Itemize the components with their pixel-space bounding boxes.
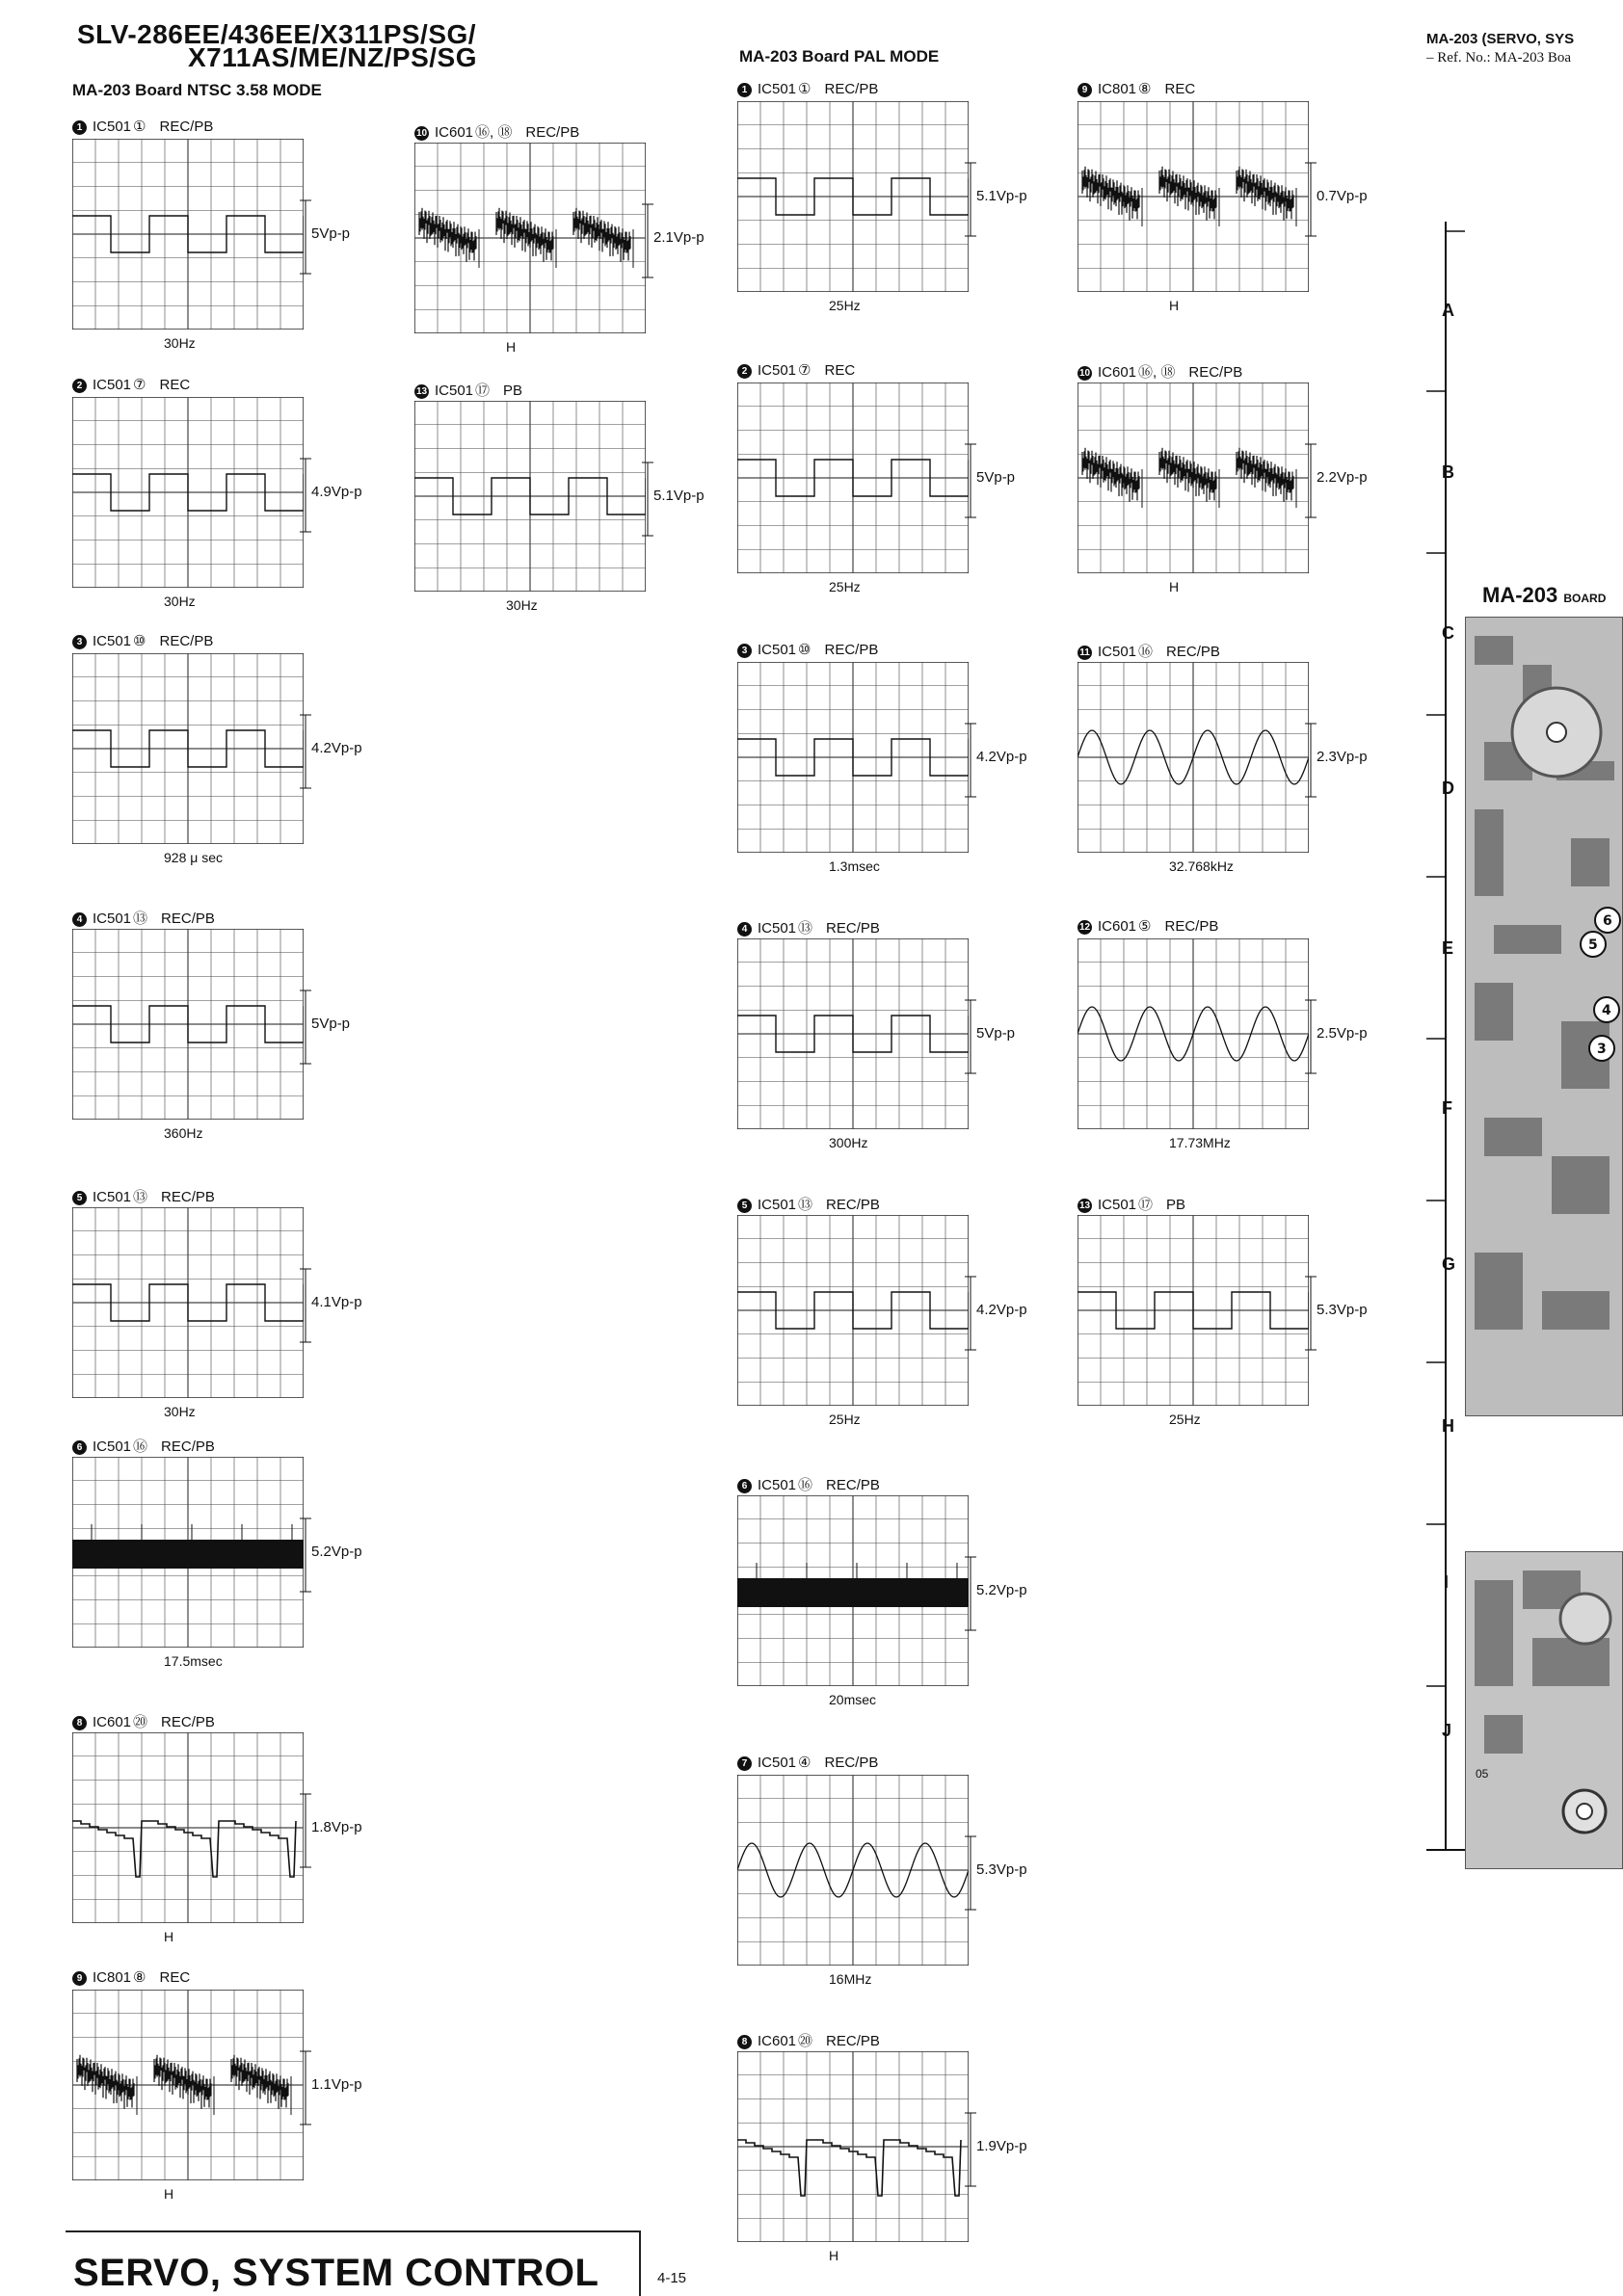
waveform-header: [737, 917, 880, 937]
amplitude-bracket: [300, 457, 311, 534]
waveform-amplitude: 4.2Vp-p: [976, 749, 1027, 765]
waveform-mode: REC/PB: [161, 1189, 215, 1205]
waveform-mode: REC/PB: [826, 2033, 880, 2049]
amplitude-bracket: [965, 442, 976, 519]
amplitude-bracket: [642, 202, 653, 279]
waveform-block-pal-12: [1078, 917, 1386, 1168]
waveform-header: [737, 1194, 880, 1213]
waveform-ic: IC601: [435, 124, 474, 141]
oscilloscope-screen: [72, 139, 304, 330]
waveform-frequency: 300Hz: [829, 1135, 868, 1150]
waveform-mode: REC/PB: [824, 81, 879, 97]
waveform-frequency: 1.3msec: [829, 858, 880, 874]
waveform-number-badge: 9: [1078, 83, 1092, 97]
page-number: 4-15: [657, 2270, 687, 2286]
pcb-marker-4: 4: [1602, 1003, 1611, 1018]
grid-row-f: F: [1442, 1098, 1452, 1118]
amplitude-bracket: [300, 2049, 311, 2126]
oscilloscope-screen: [737, 662, 969, 853]
waveform-ic: IC501: [758, 1197, 797, 1213]
waveform-frequency: 16MHz: [829, 1971, 872, 1987]
waveform-mode: REC/PB: [824, 642, 879, 658]
waveform-pin: ⑬: [133, 910, 148, 927]
waveform-frequency: 30Hz: [164, 594, 196, 609]
waveform-number-badge: 1: [737, 83, 752, 97]
waveform-ic: IC601: [1098, 918, 1137, 935]
waveform-pin: ⑰: [475, 383, 491, 399]
waveform-header: [72, 118, 213, 137]
waveform-amplitude: 4.2Vp-p: [311, 740, 362, 756]
waveform-mode: REC/PB: [1188, 364, 1243, 381]
waveform-pin: ⑰: [1138, 1197, 1154, 1213]
oscilloscope-screen: [737, 1215, 969, 1406]
right-header-line2: – Ref. No.: MA-203 Boa: [1426, 50, 1571, 66]
oscilloscope-screen: [72, 1732, 304, 1923]
amplitude-bracket: [1305, 1275, 1317, 1352]
waveform-ic: IC601: [93, 1714, 132, 1730]
pcb-marker-6: 6: [1603, 913, 1612, 929]
waveform-ic: IC501: [758, 642, 797, 658]
waveform-amplitude: 1.8Vp-p: [311, 1819, 362, 1835]
amplitude-bracket: [1305, 998, 1317, 1075]
oscilloscope-screen: [72, 1990, 304, 2180]
waveform-amplitude: 5.1Vp-p: [976, 188, 1027, 204]
waveform-block-ntsc-13: [414, 380, 723, 630]
board-label: [1482, 583, 1606, 608]
waveform-ic: IC501: [1098, 1197, 1137, 1213]
waveform-ic: IC501: [758, 362, 797, 379]
waveform-amplitude: 2.3Vp-p: [1317, 749, 1368, 765]
waveform-block-pal-6: [737, 1474, 1046, 1725]
pal-section-title: MA-203 Board PAL MODE: [739, 47, 940, 66]
footer-box: [66, 2230, 641, 2296]
waveform-pin: ⑦: [133, 377, 146, 393]
waveform-mode: REC/PB: [826, 920, 880, 937]
waveform-frequency: 360Hz: [164, 1125, 203, 1141]
oscilloscope-screen: [1078, 383, 1309, 573]
waveform-number-badge: 4: [72, 912, 87, 927]
waveform-mode: PB: [503, 383, 523, 399]
waveform-number-badge: 8: [737, 2035, 752, 2049]
waveform-mode: REC: [159, 377, 191, 393]
waveform-mode: REC: [824, 362, 856, 379]
waveform-block-ntsc-1: [72, 118, 381, 368]
waveform-ic: IC501: [758, 81, 797, 97]
waveform-ic: IC801: [93, 1969, 132, 1986]
waveform-header: [414, 380, 522, 399]
waveform-frequency: H: [1169, 579, 1180, 594]
waveform-mode: REC/PB: [1166, 644, 1220, 660]
waveform-amplitude: 5Vp-p: [311, 225, 351, 242]
waveform-block-ntsc-5: [72, 1186, 381, 1437]
waveform-ic: IC501: [93, 1438, 132, 1455]
waveform-ic: IC501: [93, 1189, 132, 1205]
waveform-mode: REC/PB: [159, 119, 214, 135]
waveform-number-badge: 5: [737, 1199, 752, 1213]
amplitude-bracket: [300, 989, 311, 1066]
waveform-number-badge: 9: [72, 1971, 87, 1986]
waveform-block-ntsc-8: [72, 1711, 381, 1962]
amplitude-bracket: [965, 722, 976, 799]
waveform-number-badge: 2: [737, 364, 752, 379]
waveform-frequency: 25Hz: [829, 298, 861, 313]
board-label-suffix: BOARD: [1563, 592, 1607, 605]
waveform-amplitude: 5Vp-p: [311, 1016, 351, 1032]
waveform-frequency: 20msec: [829, 1692, 877, 1707]
waveform-block-pal-1: [737, 80, 1046, 330]
waveform-pin: ⑳: [798, 2033, 813, 2049]
amplitude-bracket: [965, 2111, 976, 2188]
waveform-frequency: H: [506, 339, 517, 355]
waveform-mode: REC/PB: [161, 1438, 215, 1455]
waveform-number-badge: 4: [737, 922, 752, 937]
waveform-ic: IC501: [1098, 644, 1137, 660]
oscilloscope-screen: [414, 143, 646, 333]
waveform-header: [72, 1186, 215, 1205]
waveform-block-ntsc-4: [72, 908, 381, 1158]
waveform-block-pal-9: [1078, 80, 1386, 330]
waveform-number-badge: 12: [1078, 921, 1091, 933]
waveform-amplitude: 2.2Vp-p: [1317, 469, 1368, 486]
waveform-amplitude: 4.2Vp-p: [976, 1302, 1027, 1318]
waveform-block-ntsc-6: [72, 1436, 381, 1686]
waveform-number-badge: 7: [737, 1756, 752, 1771]
waveform-ic: IC501: [758, 920, 797, 937]
waveform-frequency: 25Hz: [829, 1412, 861, 1427]
waveform-pin: ⑧: [1138, 81, 1152, 97]
waveform-header: [414, 121, 579, 141]
waveform-block-pal-5: [737, 1194, 1046, 1444]
waveform-block-pal-10: [1078, 361, 1386, 612]
waveform-header: [737, 1754, 878, 1773]
waveform-pin: ⑯: [798, 1477, 813, 1493]
grid-row-j: J: [1442, 1721, 1452, 1740]
waveform-amplitude: 4.9Vp-p: [311, 484, 362, 500]
waveform-pin: ⑯, ⑱: [1138, 364, 1176, 381]
waveform-number-badge: 3: [72, 635, 87, 649]
waveform-frequency: 30Hz: [506, 597, 538, 613]
waveform-mode: REC/PB: [159, 633, 214, 649]
oscilloscope-screen: [1078, 1215, 1309, 1406]
waveform-amplitude: 1.1Vp-p: [311, 2076, 362, 2093]
waveform-block-pal-7: [737, 1754, 1046, 2004]
waveform-pin: ⑯: [133, 1438, 148, 1455]
waveform-ic: IC601: [1098, 364, 1137, 381]
oscilloscope-screen: [737, 1775, 969, 1966]
grid-row-c: C: [1442, 623, 1454, 643]
waveform-number-badge: 2: [72, 379, 87, 393]
waveform-frequency: H: [164, 1929, 174, 1944]
amplitude-bracket: [965, 1555, 976, 1632]
waveform-frequency: 928 μ sec: [164, 850, 223, 865]
waveform-mode: REC/PB: [525, 124, 580, 141]
waveform-header: [1078, 917, 1218, 937]
amplitude-bracket: [300, 1267, 311, 1344]
waveform-block-ntsc-9: [72, 1968, 381, 2219]
waveform-header: [737, 80, 878, 99]
waveform-header: [1078, 641, 1220, 660]
waveform-number-badge: 1: [72, 120, 87, 135]
waveform-amplitude: 5Vp-p: [976, 1025, 1016, 1042]
oscilloscope-screen: [737, 101, 969, 292]
waveform-header: [737, 641, 878, 660]
amplitude-bracket: [1305, 161, 1317, 238]
amplitude-bracket: [965, 161, 976, 238]
waveform-frequency: H: [829, 2248, 839, 2263]
grid-row-i: I: [1444, 1572, 1450, 1592]
waveform-number-badge: 13: [415, 385, 428, 397]
waveform-header: [737, 361, 855, 381]
waveform-frequency: 32.768kHz: [1169, 858, 1234, 874]
waveform-mode: REC/PB: [826, 1477, 880, 1493]
amplitude-bracket: [300, 1517, 311, 1594]
amplitude-bracket: [1305, 442, 1317, 519]
waveform-ic: IC501: [93, 377, 132, 393]
waveform-block-ntsc-10: [414, 121, 723, 372]
board-bottom-ref: 05: [1476, 1767, 1489, 1781]
waveform-block-ntsc-2: [72, 376, 381, 626]
waveform-number-badge: 11: [1078, 646, 1092, 660]
board-label-name: MA-203: [1482, 583, 1558, 607]
amplitude-bracket: [300, 1792, 311, 1869]
oscilloscope-screen: [72, 929, 304, 1120]
waveform-amplitude: 1.9Vp-p: [976, 2138, 1027, 2154]
waveform-pin: ⑬: [798, 1197, 813, 1213]
waveform-header: [72, 1436, 215, 1455]
waveform-ic: IC501: [758, 1755, 797, 1771]
oscilloscope-screen: [737, 2051, 969, 2242]
waveform-block-pal-8: [737, 2030, 1046, 2281]
pcb-photo-upper: [1465, 617, 1623, 1416]
waveform-mode: REC/PB: [161, 910, 215, 927]
waveform-header: [72, 1711, 215, 1730]
waveform-header: [1078, 361, 1242, 381]
waveform-number-badge: 6: [72, 1440, 87, 1455]
waveform-pin: ⑩: [798, 642, 812, 658]
waveform-pin: ⑧: [133, 1969, 146, 1986]
grid-row-e: E: [1442, 938, 1454, 958]
waveform-pin: ④: [798, 1755, 812, 1771]
amplitude-bracket: [965, 998, 976, 1075]
waveform-number-badge: 3: [737, 644, 752, 658]
waveform-frequency: 30Hz: [164, 335, 196, 351]
oscilloscope-screen: [1078, 101, 1309, 292]
oscilloscope-screen: [72, 1207, 304, 1398]
waveform-ic: IC501: [93, 910, 132, 927]
waveform-pin: ⑯, ⑱: [475, 124, 513, 141]
waveform-number-badge: 6: [737, 1479, 752, 1493]
waveform-header: [1078, 80, 1195, 99]
waveform-header: [72, 376, 190, 395]
waveform-pin: ⑬: [133, 1189, 148, 1205]
waveform-mode: REC/PB: [826, 1197, 880, 1213]
waveform-frequency: 30Hz: [164, 1404, 196, 1419]
oscilloscope-screen: [72, 397, 304, 588]
waveform-ic: IC501: [93, 633, 132, 649]
oscilloscope-screen: [1078, 662, 1309, 853]
waveform-header: [1078, 1194, 1185, 1213]
waveform-amplitude: 2.5Vp-p: [1317, 1025, 1368, 1042]
grid-row-d: D: [1442, 779, 1454, 798]
waveform-amplitude: 5.2Vp-p: [976, 1582, 1027, 1598]
waveform-pin: ①: [133, 119, 146, 135]
waveform-pin: ⑩: [133, 633, 146, 649]
waveform-header: [72, 632, 213, 651]
waveform-amplitude: 5.3Vp-p: [1317, 1302, 1368, 1318]
waveform-block-pal-2: [737, 361, 1046, 612]
waveform-block-pal-3: [737, 641, 1046, 891]
waveform-ic: IC801: [1098, 81, 1137, 97]
waveform-ic: IC601: [758, 2033, 797, 2049]
waveform-frequency: 17.5msec: [164, 1653, 223, 1669]
amplitude-bracket: [1305, 722, 1317, 799]
waveform-pin: ⑤: [1138, 918, 1152, 935]
waveform-mode: PB: [1166, 1197, 1186, 1213]
grid-row-h: H: [1442, 1416, 1454, 1436]
model-title-line1: SLV-286EE/436EE/X311PS/SG/: [77, 19, 477, 49]
grid-row-a: A: [1442, 301, 1454, 320]
grid-row-b: B: [1442, 462, 1454, 482]
oscilloscope-screen: [737, 383, 969, 573]
waveform-number-badge: 8: [72, 1716, 87, 1730]
pcb-photo-lower: [1465, 1551, 1623, 1869]
waveform-block-pal-4: [737, 917, 1046, 1168]
waveform-amplitude: 5.2Vp-p: [311, 1544, 362, 1560]
waveform-pin: ①: [798, 81, 812, 97]
amplitude-bracket: [965, 1834, 976, 1912]
oscilloscope-screen: [72, 653, 304, 844]
waveform-number-badge: 13: [1078, 1200, 1091, 1211]
right-header-line1: MA-203 (SERVO, SYS: [1426, 31, 1575, 47]
waveform-number-badge: 10: [1078, 367, 1091, 379]
waveform-mode: REC: [159, 1969, 191, 1986]
oscilloscope-screen: [737, 1495, 969, 1686]
waveform-header: [72, 1968, 190, 1988]
waveform-ic: IC501: [435, 383, 474, 399]
waveform-frequency: H: [1169, 298, 1180, 313]
waveform-amplitude: 2.1Vp-p: [653, 229, 705, 246]
waveform-pin: ⑬: [798, 920, 813, 937]
oscilloscope-screen: [1078, 938, 1309, 1129]
waveform-pin: ⑦: [798, 362, 812, 379]
waveform-number-badge: 10: [415, 127, 428, 139]
waveform-header: [737, 1474, 880, 1493]
amplitude-bracket: [965, 1275, 976, 1352]
waveform-amplitude: 0.7Vp-p: [1317, 188, 1368, 204]
waveform-mode: REC: [1164, 81, 1196, 97]
waveform-block-ntsc-3: [72, 632, 381, 883]
waveform-block-pal-13: [1078, 1194, 1386, 1444]
oscilloscope-screen: [414, 401, 646, 592]
waveform-number-badge: 5: [72, 1191, 87, 1205]
waveform-pin: ⑯: [1138, 644, 1154, 660]
waveform-amplitude: 5Vp-p: [976, 469, 1016, 486]
waveform-mode: REC/PB: [1164, 918, 1219, 935]
waveform-frequency: 17.73MHz: [1169, 1135, 1231, 1150]
waveform-amplitude: 5.3Vp-p: [976, 1861, 1027, 1878]
waveform-amplitude: 5.1Vp-p: [653, 488, 705, 504]
waveform-pin: ⑳: [133, 1714, 148, 1730]
waveform-block-pal-11: [1078, 641, 1386, 891]
ntsc-section-title: MA-203 Board NTSC 3.58 MODE: [72, 81, 322, 99]
waveform-mode: REC/PB: [161, 1714, 215, 1730]
amplitude-bracket: [300, 198, 311, 276]
model-title-line2: X711AS/ME/NZ/PS/SG: [188, 42, 477, 72]
pcb-marker-3: 3: [1597, 1042, 1607, 1057]
oscilloscope-screen: [737, 938, 969, 1129]
waveform-frequency: 25Hz: [829, 579, 861, 594]
waveform-ic: IC501: [758, 1477, 797, 1493]
waveform-frequency: 25Hz: [1169, 1412, 1201, 1427]
oscilloscope-screen: [72, 1457, 304, 1648]
waveform-amplitude: 4.1Vp-p: [311, 1294, 362, 1310]
amplitude-bracket: [642, 461, 653, 538]
waveform-frequency: H: [164, 2186, 174, 2202]
waveform-header: [737, 2030, 880, 2049]
waveform-mode: REC/PB: [824, 1755, 879, 1771]
footer-title: SERVO, SYSTEM CONTROL: [73, 2252, 599, 2294]
waveform-ic: IC501: [93, 119, 132, 135]
grid-row-g: G: [1442, 1254, 1456, 1274]
amplitude-bracket: [300, 713, 311, 790]
waveform-header: [72, 908, 215, 927]
pcb-marker-5: 5: [1588, 937, 1598, 953]
